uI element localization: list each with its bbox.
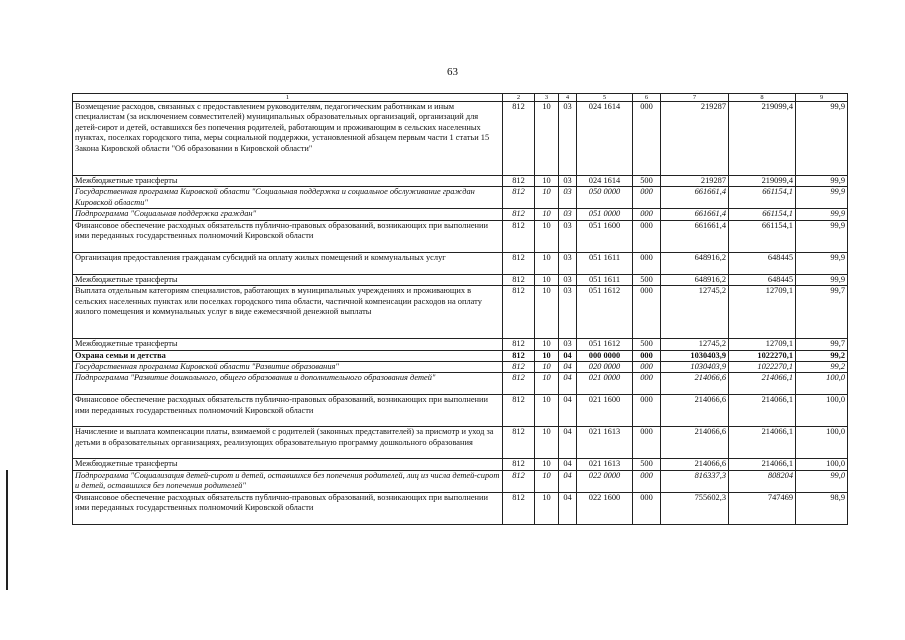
row-vr: 500 <box>633 459 661 470</box>
row-ved: 812 <box>503 350 535 361</box>
row-pct: 99,2 <box>796 362 848 373</box>
row-csr: 021 1613 <box>577 427 633 459</box>
table-row <box>73 176 848 187</box>
row-pr: 03 <box>559 176 577 187</box>
row-rz: 10 <box>535 339 559 350</box>
header-cell: 5 <box>577 94 633 102</box>
row-name: Финансовое обеспечение расходных обязательств публично-правовых образований, возникающих при выполнении ими переданных государственных полномочий Кировской области <box>73 492 503 524</box>
row-fact: 808204 <box>729 470 796 492</box>
table-row <box>73 427 848 459</box>
row-pr: 03 <box>559 209 577 220</box>
row-name: Начисление и выплата компенсации платы, взимаемой с родителей (законных представителей) за присмотр и уход за детьми в образовательных организациях, реализующих образовательную программу дошкольного образования <box>73 427 503 459</box>
table-row <box>73 492 848 524</box>
table-row <box>73 274 848 285</box>
page-number: 63 <box>447 66 458 78</box>
row-rz: 10 <box>535 102 559 176</box>
row-pr: 03 <box>559 252 577 274</box>
row-plan: 1030403,9 <box>661 350 729 361</box>
row-fact: 214066,1 <box>729 459 796 470</box>
row-pct: 100,0 <box>796 459 848 470</box>
table-row <box>73 252 848 274</box>
row-pr: 04 <box>559 373 577 395</box>
row-plan: 214066,6 <box>661 395 729 427</box>
row-ved: 812 <box>503 176 535 187</box>
row-ved: 812 <box>503 373 535 395</box>
row-name: Межбюджетные трансферты <box>73 459 503 470</box>
row-ved: 812 <box>503 470 535 492</box>
table-row-section <box>73 350 848 361</box>
row-vr: 500 <box>633 339 661 350</box>
row-name: Организация предоставления гражданам субсидий на оплату жилых помещений и коммунальных услуг <box>73 252 503 274</box>
header-cell: 8 <box>729 94 796 102</box>
table-row <box>73 373 848 395</box>
row-fact: 214066,1 <box>729 373 796 395</box>
row-fact: 219099,4 <box>729 102 796 176</box>
table-row <box>73 395 848 427</box>
row-fact: 648445 <box>729 274 796 285</box>
row-csr: 021 1600 <box>577 395 633 427</box>
row-vr: 000 <box>633 187 661 209</box>
table-row <box>73 470 848 492</box>
row-fact: 1022270,1 <box>729 350 796 361</box>
row-rz: 10 <box>535 427 559 459</box>
row-rz: 10 <box>535 286 559 339</box>
row-plan: 661661,4 <box>661 187 729 209</box>
row-vr: 000 <box>633 350 661 361</box>
row-ved: 812 <box>503 427 535 459</box>
row-pct: 99,7 <box>796 339 848 350</box>
table-row <box>73 339 848 350</box>
row-pr: 04 <box>559 459 577 470</box>
row-pct: 99,0 <box>796 470 848 492</box>
row-rz: 10 <box>535 470 559 492</box>
row-pct: 99,9 <box>796 209 848 220</box>
row-csr: 021 0000 <box>577 373 633 395</box>
row-pct: 99,9 <box>796 176 848 187</box>
row-vr: 500 <box>633 274 661 285</box>
row-name: Выплата отдельным категориям специалистов, работающих в муниципальных учреждениях и проживающих в сельских населенных пунктах или поселках городского типа области, частичной компенсации расходов на оплату жилого помещения и коммунальных услуг в виде ежемесячной денежной выплаты <box>73 286 503 339</box>
row-fact: 12709,1 <box>729 286 796 339</box>
row-name: Возмещение расходов, связанных с предоставлением руководителям, педагогическим работникам и иным специалистам (за исключением совместителей) муниципальных образовательных организаций, организаций для детей-сирот и детей, оставшихся без попечения родителей, работающим и проживающим в сельских населенных пунктах, поселках городского типа, меры социальной поддержки, установленной абзацем первым части 1 статьи 15 Закона Кировской области "Об образовании в Кировской области" <box>73 102 503 176</box>
row-vr: 000 <box>633 492 661 524</box>
row-pct: 99,9 <box>796 102 848 176</box>
row-ved: 812 <box>503 274 535 285</box>
row-vr: 000 <box>633 427 661 459</box>
row-plan: 214066,6 <box>661 427 729 459</box>
row-fact: 214066,1 <box>729 395 796 427</box>
budget-table <box>72 93 848 525</box>
row-ved: 812 <box>503 339 535 350</box>
row-csr: 051 1600 <box>577 220 633 252</box>
header-cell: 9 <box>796 94 848 102</box>
row-ved: 812 <box>503 209 535 220</box>
row-plan: 816337,3 <box>661 470 729 492</box>
row-pct: 100,0 <box>796 395 848 427</box>
row-fact: 1022270,1 <box>729 362 796 373</box>
row-csr: 051 1612 <box>577 339 633 350</box>
row-csr: 051 1611 <box>577 252 633 274</box>
row-pr: 04 <box>559 427 577 459</box>
header-cell: 2 <box>503 94 535 102</box>
row-rz: 10 <box>535 362 559 373</box>
row-plan: 219287 <box>661 176 729 187</box>
row-pct: 99,7 <box>796 286 848 339</box>
row-plan: 661661,4 <box>661 209 729 220</box>
row-csr: 022 1600 <box>577 492 633 524</box>
row-pct: 99,9 <box>796 252 848 274</box>
row-rz: 10 <box>535 459 559 470</box>
header-cell: 3 <box>535 94 559 102</box>
row-pct: 99,9 <box>796 220 848 252</box>
row-plan: 661661,4 <box>661 220 729 252</box>
row-csr: 051 1612 <box>577 286 633 339</box>
row-pr: 03 <box>559 274 577 285</box>
row-rz: 10 <box>535 252 559 274</box>
row-vr: 500 <box>633 176 661 187</box>
row-vr: 000 <box>633 286 661 339</box>
row-name: Подпрограмма "Развитие дошкольного, общего образования и дополнительного образования детей" <box>73 373 503 395</box>
row-ved: 812 <box>503 102 535 176</box>
row-ved: 812 <box>503 459 535 470</box>
row-pr: 04 <box>559 350 577 361</box>
row-rz: 10 <box>535 274 559 285</box>
row-name: Финансовое обеспечение расходных обязательств публично-правовых образований, возникающих при выполнении ими переданных государственных полномочий Кировской области <box>73 220 503 252</box>
row-name: Финансовое обеспечение расходных обязательств публично-правовых образований, возникающих при выполнении ими переданных государственных полномочий Кировской области <box>73 395 503 427</box>
row-vr: 000 <box>633 362 661 373</box>
row-csr: 021 1613 <box>577 459 633 470</box>
row-vr: 000 <box>633 209 661 220</box>
row-csr: 022 0000 <box>577 470 633 492</box>
table-row <box>73 459 848 470</box>
row-ved: 812 <box>503 187 535 209</box>
row-csr: 051 1611 <box>577 274 633 285</box>
row-ved: 812 <box>503 362 535 373</box>
row-ved: 812 <box>503 286 535 339</box>
row-csr: 000 0000 <box>577 350 633 361</box>
row-fact: 661154,1 <box>729 220 796 252</box>
table-header-row <box>73 94 848 102</box>
row-ved: 812 <box>503 220 535 252</box>
row-name: Подпрограмма "Социальная поддержка граждан" <box>73 209 503 220</box>
row-pct: 100,0 <box>796 427 848 459</box>
row-ved: 812 <box>503 492 535 524</box>
row-vr: 000 <box>633 395 661 427</box>
table-row <box>73 209 848 220</box>
row-vr: 000 <box>633 102 661 176</box>
row-csr: 024 1614 <box>577 102 633 176</box>
table-row <box>73 362 848 373</box>
header-cell: 6 <box>633 94 661 102</box>
row-pct: 99,9 <box>796 187 848 209</box>
row-plan: 12745,2 <box>661 286 729 339</box>
row-pr: 03 <box>559 102 577 176</box>
row-pr: 03 <box>559 220 577 252</box>
table-row <box>73 286 848 339</box>
row-fact: 661154,1 <box>729 187 796 209</box>
row-name: Межбюджетные трансферты <box>73 274 503 285</box>
row-rz: 10 <box>535 209 559 220</box>
header-cell: 4 <box>559 94 577 102</box>
row-vr: 000 <box>633 470 661 492</box>
row-pct: 98,9 <box>796 492 848 524</box>
table-row <box>73 102 848 176</box>
row-rz: 10 <box>535 492 559 524</box>
row-plan: 1030403,9 <box>661 362 729 373</box>
row-name: Межбюджетные трансферты <box>73 176 503 187</box>
row-csr: 050 0000 <box>577 187 633 209</box>
row-csr: 051 0000 <box>577 209 633 220</box>
row-name: Государственная программа Кировской области "Развитие образования" <box>73 362 503 373</box>
row-plan: 648916,2 <box>661 252 729 274</box>
row-csr: 020 0000 <box>577 362 633 373</box>
row-pr: 03 <box>559 339 577 350</box>
row-pct: 99,2 <box>796 350 848 361</box>
row-name: Межбюджетные трансферты <box>73 339 503 350</box>
row-fact: 747469 <box>729 492 796 524</box>
row-pr: 04 <box>559 362 577 373</box>
row-plan: 755602,3 <box>661 492 729 524</box>
scan-edge-mark <box>6 470 8 590</box>
row-vr: 000 <box>633 220 661 252</box>
row-pr: 04 <box>559 492 577 524</box>
row-rz: 10 <box>535 373 559 395</box>
row-fact: 648445 <box>729 252 796 274</box>
row-fact: 219099,4 <box>729 176 796 187</box>
row-pct: 99,9 <box>796 274 848 285</box>
row-name: Охрана семьи и детства <box>73 350 503 361</box>
row-fact: 12709,1 <box>729 339 796 350</box>
row-name: Подпрограмма "Социализация детей-сирот и детей, оставшихся без попечения родителей, лиц из числа детей-сирот и детей, оставшихся без попечения родителей" <box>73 470 503 492</box>
row-pct: 100,0 <box>796 373 848 395</box>
row-vr: 000 <box>633 373 661 395</box>
row-csr: 024 1614 <box>577 176 633 187</box>
row-pr: 04 <box>559 470 577 492</box>
table-row <box>73 187 848 209</box>
row-rz: 10 <box>535 350 559 361</box>
row-fact: 661154,1 <box>729 209 796 220</box>
row-rz: 10 <box>535 395 559 427</box>
row-pr: 03 <box>559 187 577 209</box>
row-rz: 10 <box>535 176 559 187</box>
row-fact: 214066,1 <box>729 427 796 459</box>
row-rz: 10 <box>535 220 559 252</box>
row-pr: 03 <box>559 286 577 339</box>
row-plan: 648916,2 <box>661 274 729 285</box>
row-rz: 10 <box>535 187 559 209</box>
row-plan: 214066,6 <box>661 373 729 395</box>
row-ved: 812 <box>503 395 535 427</box>
row-vr: 000 <box>633 252 661 274</box>
row-name: Государственная программа Кировской области "Социальная поддержка и социальное обслуживание граждан Кировской области" <box>73 187 503 209</box>
header-cell: 1 <box>73 94 503 102</box>
row-ved: 812 <box>503 252 535 274</box>
header-cell: 7 <box>661 94 729 102</box>
row-pr: 04 <box>559 395 577 427</box>
row-plan: 12745,2 <box>661 339 729 350</box>
row-plan: 219287 <box>661 102 729 176</box>
table-row <box>73 220 848 252</box>
row-plan: 214066,6 <box>661 459 729 470</box>
